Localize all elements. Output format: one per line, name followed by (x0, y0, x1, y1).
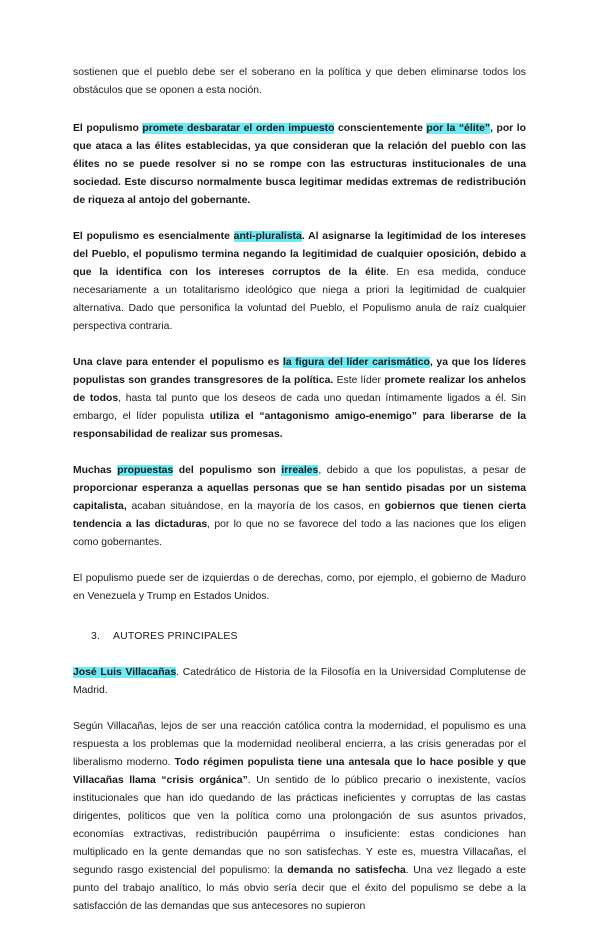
section-title: AUTORES PRINCIPALES (113, 631, 238, 642)
highlight: irreales (281, 465, 319, 476)
highlight: por la “élite” (426, 123, 491, 134)
bold-text: El populismo promete desbaratar el orden impuesto conscientemente por la “élite”, por lo que ataca a las élites establecidas, ya que consideran que la relación del pueblo con las élites no se puede resolver si no se rompe con las estructuras institucionales de una sociedad. Este discurso normalmente busca legitimar medidas extremas de redistribución de riqueza al antojo del gobernante. (73, 123, 526, 206)
paragraph-intro (73, 64, 526, 100)
highlight: anti-pluralista (233, 231, 302, 242)
paragraph-izquierdas-derechas: El populismo puede ser de izquierdas o de derechas, como, por ejemplo, el gobierno de Maduro en Venezuela y Trump en Estados Unidos. (73, 573, 526, 602)
paragraph-lider: Una clave para entender el populismo es la figura del líder carismático, ya que los líderes populistas son grandes transgresores de la política. Este líder promete realizar los anhelos de todos, hasta tal punto que los deseos de cada uno quedan íntimamente ligados a él. Sin embargo, el líder populista utiliza el “antagonismo amigo-enemigo” para liberarse de la responsabilidad de realizar sus promesas. (73, 357, 527, 440)
bold-text: Una clave para entender el populismo es la figura del líder carismático, ya que los líderes populistas son grandes transgresores de la política. (73, 357, 526, 386)
bold-text: El populismo es esencialmente anti-pluralista. Al asignarse la legitimidad de los intereses del Pueblo, el populismo termina negando la legitimidad de cualquier oposición, debido a que la identifica con los intereses corruptos de la élite (73, 231, 526, 278)
section-number: 3. (91, 631, 101, 642)
bold-text: Muchas propuestas del populismo son irreales (73, 465, 319, 476)
paragraph-crisis-organica: Según Villacañas, lejos de ser una reacción católica contra la modernidad, el populismo es una respuesta a los problemas que la modernidad neoliberal encierra, a las crisis generadas por el liberalismo moderno. Todo régimen populista tiene una antesala que lo hace posible y que Villacañas llama “crisis orgánica”. Un sentido de lo público precario o inexistente, vacíos institucionales que han ido quedando de las prácticas ineficientes y corruptas de las castas dirigentes, políticos que ven la política como una prolongación de sus asuntos privados, economías extractivas, redistribución paupérrima o insuficiente: estas condiciones han multiplicado en la gente demandas que no son satisfechas. Y este es, muestra Villacañas, el segundo rasgo existencial del populismo: la demanda no satisfecha. Una vez llegado a este punto del trabajo analítico, lo más obvio sería decir que el éxito del populismo se debe a la satisfacción de las demandas que sus antecesores no supieron (73, 721, 526, 912)
paragraph-elite (73, 120, 526, 210)
text: sostienen que el pueblo debe ser el soberano en la política y que deben eliminarse todos los obstáculos que se oponen a esta noción. (73, 67, 526, 96)
highlight: propuestas (117, 465, 174, 476)
highlight: la figura del líder carismático (282, 357, 430, 368)
highlight: José Luis Villacañas (73, 667, 177, 678)
document-page (73, 64, 526, 934)
paragraph-propuestas: Muchas propuestas del populismo son irreales, debido a que los populistas, a pesar de proporcionar esperanza a aquellas personas que se han sentido pisadas por un sistema capitalista, acaban situándose, en la mayoría de los casos, en gobiernos que tienen cierta tendencia a las dictaduras, por lo que no se favorece del todo a las naciones que los eligen como gobernantes. (73, 465, 526, 548)
highlight: promete desbaratar el orden impuesto (142, 123, 335, 134)
paragraph-anti-pluralista: El populismo es esencialmente anti-pluralista. Al asignarse la legitimidad de los intereses del Pueblo, el populismo termina negando la legitimidad de cualquier oposición, debido a que la identifica con los intereses corruptos de la élite. En esa medida, conduce necesariamente a un totalitarismo ideológico que niega a priori la legitimidad de cualquier alternativa. Dado que personifica la voluntad del Pueblo, el Populismo anula de raíz cualquier perspectiva contraria. (73, 231, 526, 332)
section-heading (91, 628, 526, 646)
paragraph-villacanas: José Luis Villacañas. Catedrático de Historia de la Filosofía en la Universidad Complutense de Madrid. (73, 667, 526, 696)
